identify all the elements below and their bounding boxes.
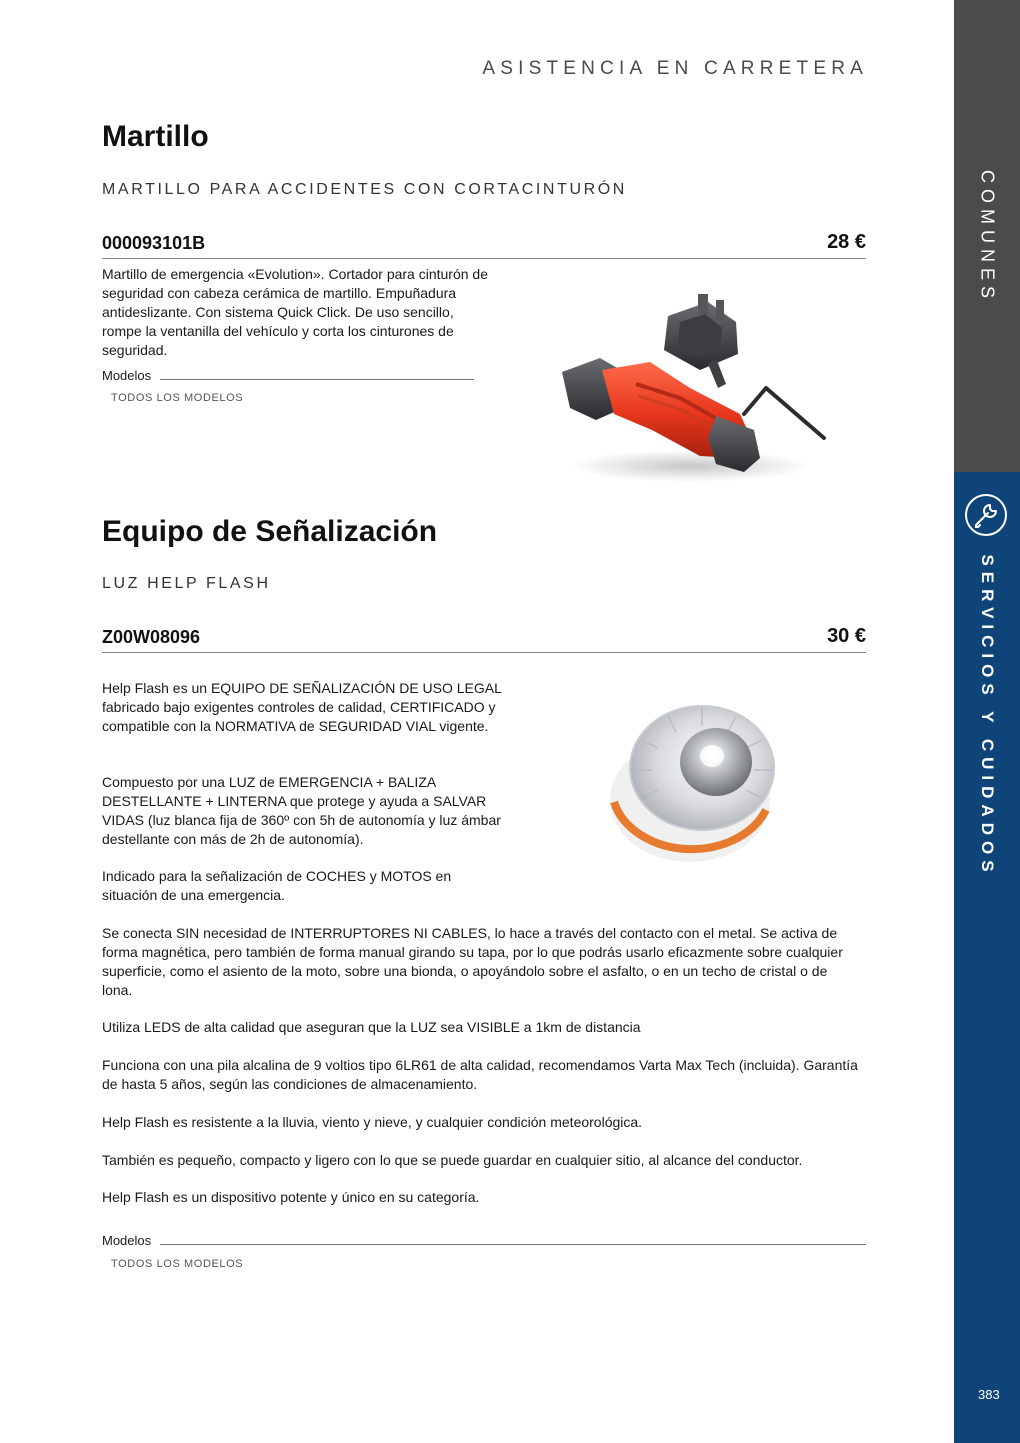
models-label: Modelos	[102, 1233, 152, 1248]
description-paragraph: Help Flash es un dispositivo potente y único en su categoría.	[102, 1189, 480, 1205]
description-paragraph: Funciona con una pila alcalina de 9 voltios tipo 6LR61 de alta calidad, recomendamos Varta Max Tech (incluida). Garantía de hasta 5 años, según las condiciones de almacenamiento.	[102, 1057, 858, 1092]
reference-row-martillo	[102, 230, 866, 259]
sidebar-label-servicios: SERVICIOS Y CUIDADOS	[978, 554, 997, 878]
product-title-senalizacion: Equipo de Señalización	[102, 515, 438, 548]
reference-code: Z00W08096	[102, 627, 201, 647]
description-paragraph: Help Flash es resistente a la lluvia, viento y nieve, y cualquier condición meteorológica.	[102, 1114, 643, 1130]
price: 30 €	[827, 625, 866, 647]
description-paragraph: Compuesto por una LUZ de EMERGENCIA + BALIZA DESTELLANTE + LINTERNA que protege y ayuda a SALVAR VIDAS (luz blanca fija de 360º con 5h de autonomía y luz ámbar destellante con más de 2h de autonomía).	[102, 774, 501, 847]
section-header: ASISTENCIA EN CARRETERA	[482, 58, 868, 79]
reference-code: 000093101B	[102, 233, 206, 253]
sidebar-label-comunes: COMUNES	[977, 169, 998, 305]
reference-row-senalizacion	[102, 624, 866, 653]
description-paragraph: También es pequeño, compacto y ligero con lo que se puede guardar en cualquier sitio, al alcance del conductor.	[102, 1152, 803, 1168]
product-title-martillo: Martillo	[102, 120, 209, 153]
models-value: TODOS LOS MODELOS	[111, 392, 244, 404]
page-number: 383	[978, 1387, 1000, 1402]
models-label: Modelos	[102, 368, 152, 383]
price: 28 €	[827, 231, 866, 253]
product-subtitle-senalizacion: LUZ HELP FLASH	[102, 575, 271, 592]
product-subtitle-martillo: MARTILLO PARA ACCIDENTES CON CORTACINTURÓN	[102, 181, 627, 198]
models-divider	[160, 379, 474, 380]
emergency-hammer-image	[540, 288, 840, 493]
description-paragraph: Indicado para la señalización de COCHES y MOTOS en situación de una emergencia.	[102, 868, 452, 903]
help-flash-light-image	[606, 700, 778, 865]
models-value: TODOS LOS MODELOS	[111, 1258, 244, 1270]
description-paragraph: Help Flash es un EQUIPO DE SEÑALIZACIÓN DE USO LEGAL fabricado bajo exigentes controles de calidad, CERTIFICADO y compatible con la NORMATIVA de SEGURIDAD VIAL vigente.	[102, 680, 502, 734]
description-paragraph: Se conecta SIN necesidad de INTERRUPTORES NI CABLES, lo hace a través del contacto con el metal. Se activa de forma magnética, pero también de forma manual girando su tapa, por lo que podrás usarlo eficazmente sobre cualquier superficie, como el asiento de la moto, sobre una bionda, o apoyándolo sobre el asfalto, o en un techo de cristal o de lona.	[102, 925, 843, 998]
wrench-icon	[964, 493, 1008, 537]
models-divider	[160, 1244, 866, 1245]
product-description: Martillo de emergencia «Evolution». Cortador para cinturón de seguridad con cabeza cerámica de martillo. Empuñadura antideslizante. Con sistema Quick Click. De uso sencillo, rompe la ventanilla del vehículo y corta los cinturones de seguridad.	[102, 266, 488, 358]
description-paragraph: Utiliza LEDS de alta calidad que aseguran que la LUZ sea VISIBLE a 1km de distancia	[102, 1019, 641, 1035]
